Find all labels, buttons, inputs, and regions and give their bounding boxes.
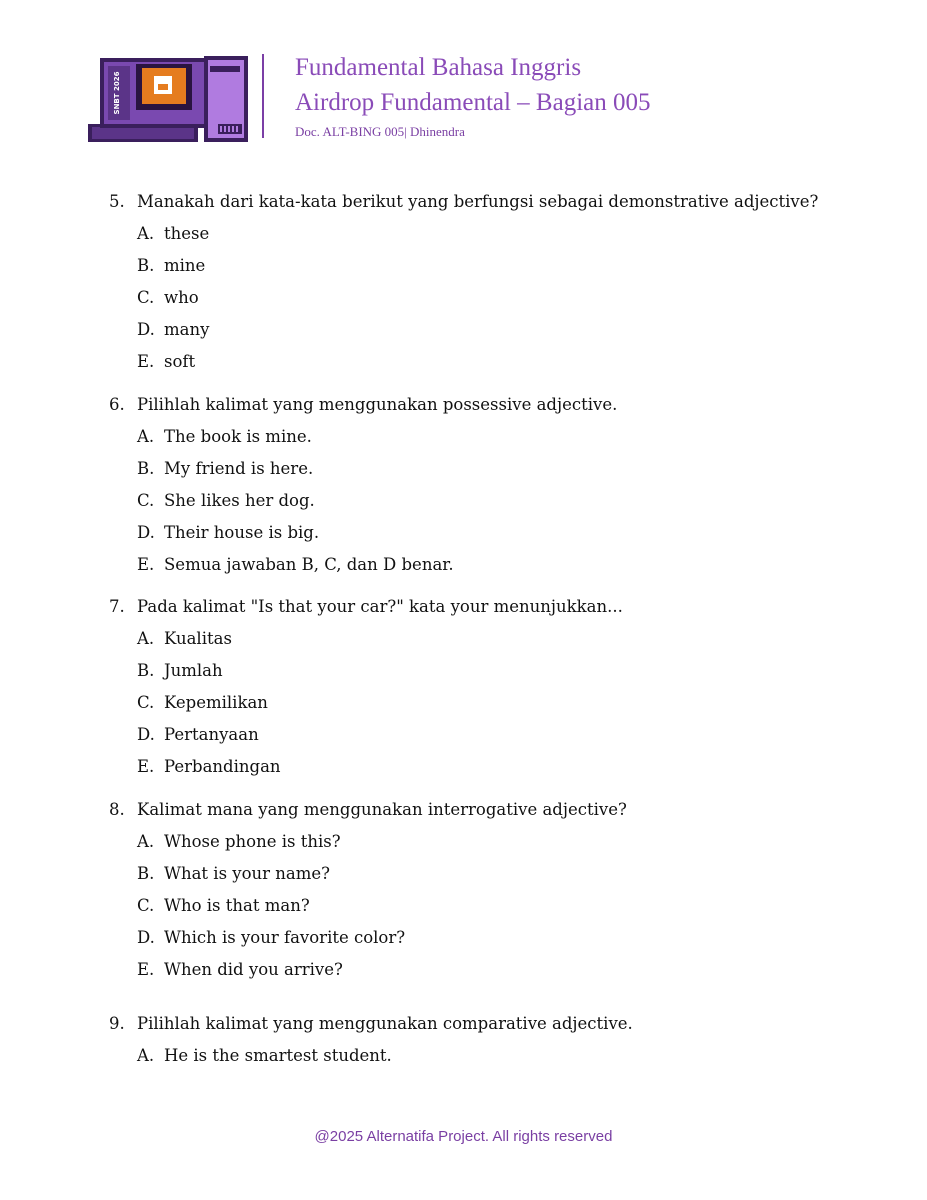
retro-computer-logo	[88, 54, 248, 146]
option-text: Whose phone is this?	[164, 832, 341, 851]
option-letter: C.	[137, 491, 155, 510]
option-text: My friend is here.	[164, 459, 314, 478]
copyright-footer: @2025 Alternatifa Project. All rights reserved	[314, 1128, 613, 1145]
option-letter: B.	[137, 661, 155, 680]
answer-option-c[interactable]	[0, 693, 927, 725]
answer-option-d[interactable]	[0, 928, 927, 960]
answer-option-e[interactable]	[0, 555, 927, 587]
svg-text:SNBT 2026: SNBT 2026	[113, 71, 121, 115]
option-text: mine	[164, 256, 206, 275]
question-text: Kalimat mana yang menggunakan interrogative adjective?	[137, 800, 627, 819]
answer-option-e[interactable]	[0, 352, 927, 384]
option-text: who	[164, 288, 199, 307]
question-8	[0, 800, 927, 992]
answer-option-c[interactable]	[0, 491, 927, 523]
option-text: Pertanyaan	[164, 725, 259, 744]
question-6	[0, 395, 927, 587]
question-number: 8.	[109, 800, 125, 819]
answer-option-c[interactable]	[0, 896, 927, 928]
answer-option-a[interactable]	[0, 1046, 927, 1078]
answer-option-e[interactable]	[0, 960, 927, 992]
option-text: Their house is big.	[164, 523, 320, 542]
option-text: He is the smartest student.	[164, 1046, 392, 1065]
option-letter: A.	[137, 427, 155, 446]
option-letter: C.	[137, 896, 155, 915]
option-letter: E.	[137, 757, 155, 776]
option-letter: C.	[137, 288, 155, 307]
option-text: Semua jawaban B, C, dan D benar.	[164, 555, 454, 574]
answer-option-d[interactable]	[0, 725, 927, 757]
option-text: Kualitas	[164, 629, 232, 648]
answer-option-a[interactable]	[0, 427, 927, 459]
option-text: She likes her dog.	[164, 491, 315, 510]
option-letter: E.	[137, 555, 155, 574]
option-letter: B.	[137, 864, 155, 883]
option-text: The book is mine.	[164, 427, 312, 446]
question-number: 7.	[109, 597, 125, 616]
answer-option-a[interactable]	[0, 832, 927, 864]
question-number: 6.	[109, 395, 125, 414]
answer-option-e[interactable]	[0, 757, 927, 789]
header-divider	[262, 54, 264, 138]
answer-option-b[interactable]	[0, 256, 927, 288]
question-text: Pada kalimat "Is that your car?" kata your menunjukkan...	[137, 597, 623, 616]
option-letter: A.	[137, 832, 155, 851]
answer-option-b[interactable]	[0, 459, 927, 491]
document-title: Fundamental Bahasa Inggris	[295, 54, 582, 81]
option-letter: D.	[137, 523, 155, 542]
question-number: 5.	[109, 192, 125, 211]
question-9	[0, 1014, 927, 1078]
question-text: Pilihlah kalimat yang menggunakan comparative adjective.	[137, 1014, 633, 1033]
document-subtitle: Airdrop Fundamental – Bagian 005	[295, 89, 651, 116]
answer-option-d[interactable]	[0, 523, 927, 555]
answer-option-d[interactable]	[0, 320, 927, 352]
option-text: When did you arrive?	[164, 960, 343, 979]
option-text: Which is your favorite color?	[164, 928, 406, 947]
answer-option-b[interactable]	[0, 661, 927, 693]
question-text: Pilihlah kalimat yang menggunakan possessive adjective.	[137, 395, 618, 414]
option-letter: E.	[137, 352, 155, 371]
option-letter: D.	[137, 928, 155, 947]
option-text: these	[164, 224, 210, 243]
option-text: soft	[164, 352, 196, 371]
question-number: 9.	[109, 1014, 125, 1033]
option-letter: A.	[137, 224, 155, 243]
option-text: Kepemilikan	[164, 693, 268, 712]
option-letter: B.	[137, 256, 155, 275]
option-text: many	[164, 320, 210, 339]
question-7	[0, 597, 927, 789]
question-5	[0, 192, 927, 384]
option-text: Who is that man?	[164, 896, 310, 915]
document-header	[0, 0, 927, 160]
option-text: Perbandingan	[164, 757, 281, 776]
option-letter: A.	[137, 1046, 155, 1065]
option-letter: B.	[137, 459, 155, 478]
option-letter: E.	[137, 960, 155, 979]
option-letter: D.	[137, 320, 155, 339]
answer-option-c[interactable]	[0, 288, 927, 320]
option-letter: C.	[137, 693, 155, 712]
document-reference: Doc. ALT-BING 005| Dhinendra	[295, 124, 465, 139]
answer-option-a[interactable]	[0, 629, 927, 661]
answer-option-b[interactable]	[0, 864, 927, 896]
option-text: Jumlah	[164, 661, 223, 680]
option-letter: D.	[137, 725, 155, 744]
question-text: Manakah dari kata-kata berikut yang berfungsi sebagai demonstrative adjective?	[137, 192, 819, 211]
option-text: What is your name?	[164, 864, 331, 883]
option-letter: A.	[137, 629, 155, 648]
answer-option-a[interactable]	[0, 224, 927, 256]
